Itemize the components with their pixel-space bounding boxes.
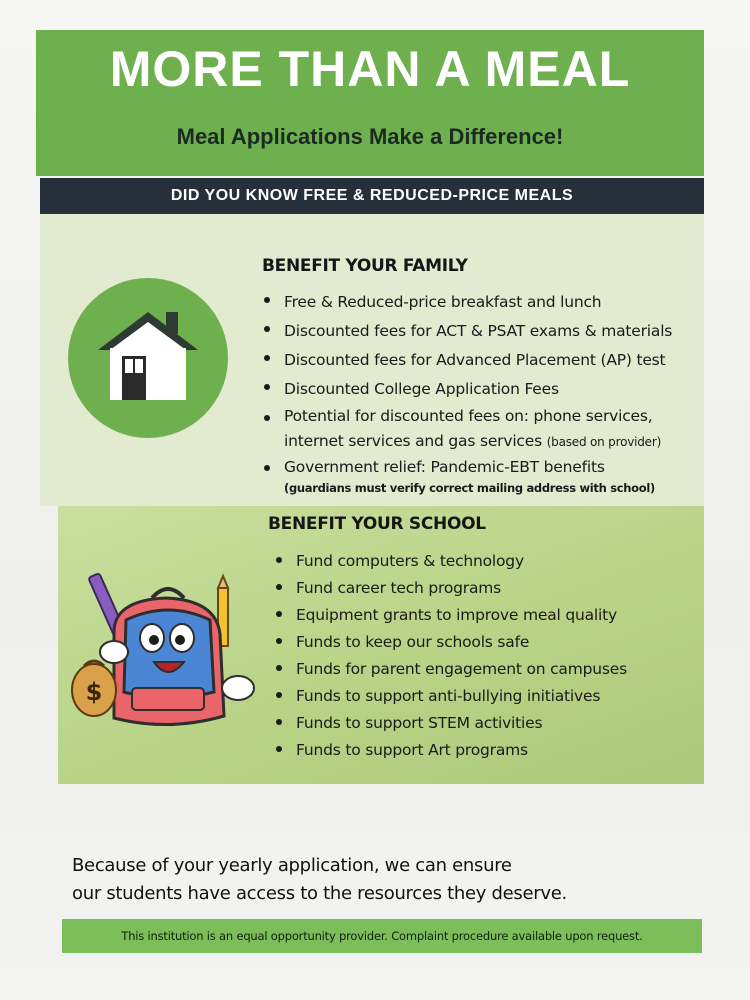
potential-note: (based on provider) [546, 435, 662, 449]
list-item [260, 455, 672, 497]
list-item: Equipment grants to improve meal quality [272, 602, 627, 629]
list-item: Fund career tech programs [272, 575, 627, 602]
flyer-subtitle: Meal Applications Make a Difference! [176, 124, 564, 149]
list-item [260, 404, 672, 455]
list-item: Funds to support STEM activities [272, 710, 627, 737]
school-benefits-list [272, 548, 627, 764]
list-item: Funds to keep our schools safe [272, 629, 627, 656]
footer-text: This institution is an equal opportunity provider. Complaint procedure available upon request. [121, 929, 643, 943]
footer-bar [62, 919, 702, 953]
family-benefits-list [260, 288, 672, 497]
closing-statement [72, 852, 672, 908]
statement-line-1: Because of your yearly application, we can ensure [72, 855, 512, 876]
did-you-know-banner [40, 178, 704, 214]
school-section [58, 506, 704, 784]
family-section [40, 214, 704, 506]
show-through-text [150, 0, 162, 23]
list-item: Funds to support anti-bullying initiatives [272, 683, 627, 710]
list-item: Discounted College Application Fees [260, 375, 672, 404]
list-item: Fund computers & technology [272, 548, 627, 575]
relief-text: Government relief: Pandemic-EBT benefits [284, 458, 605, 476]
potential-line-1: Potential for discounted fees on: phone services, [284, 407, 653, 425]
list-item: Free & Reduced-price breakfast and lunch [260, 288, 672, 317]
svg-text:$: $ [85, 678, 103, 706]
list-item: Discounted fees for ACT & PSAT exams & materials [260, 317, 672, 346]
list-item: Discounted fees for Advanced Placement (AP) test [260, 346, 672, 375]
house-icon [68, 278, 228, 438]
potential-line-2: internet services and gas services [284, 432, 542, 450]
hero-header [36, 30, 704, 176]
backpack-mascot-icon [64, 570, 264, 736]
list-item: Funds to support Art programs [272, 737, 627, 764]
family-section-title: BENEFIT YOUR FAMILY [262, 256, 468, 276]
flyer-title: MORE THAN A MEAL [109, 41, 631, 97]
house-icon-circle [68, 278, 228, 438]
relief-note: (guardians must verify correct mailing address with school) [284, 481, 655, 495]
list-item: Funds for parent engagement on campuses [272, 656, 627, 683]
banner-text: DID YOU KNOW FREE & REDUCED-PRICE MEALS [170, 187, 574, 204]
statement-line-2: our students have access to the resources they deserve. [72, 883, 567, 904]
school-section-title: BENEFIT YOUR SCHOOL [268, 514, 486, 534]
